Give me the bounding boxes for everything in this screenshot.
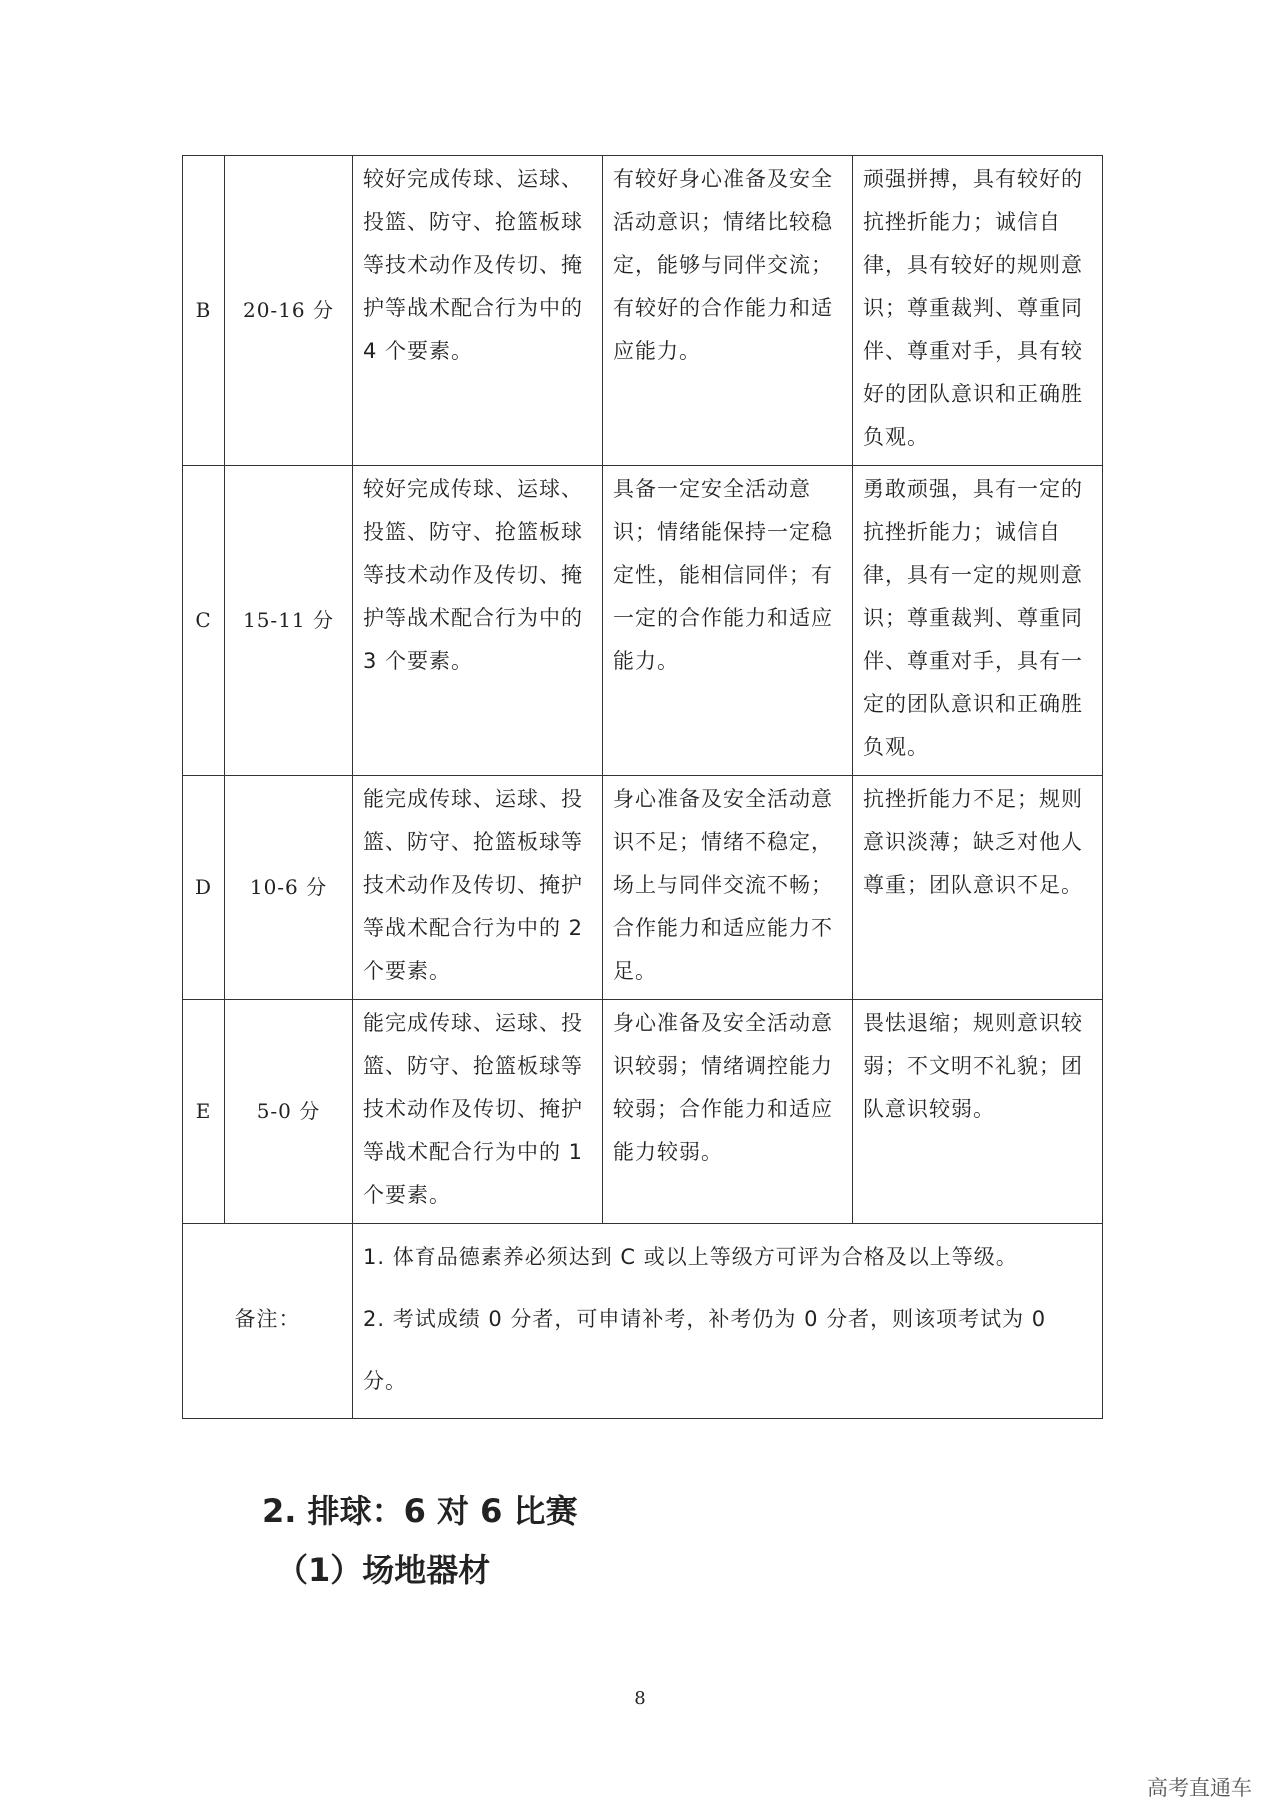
- moral-cell: 抗挫折能力不足；规则意识淡薄；缺乏对他人尊重；团队意识不足。: [853, 776, 1103, 1000]
- level-cell: D: [183, 776, 225, 1000]
- score-cell: 5-0 分: [225, 1000, 353, 1224]
- notes-cell: [353, 1224, 1103, 1419]
- moral-cell: 畏怯退缩；规则意识较弱；不文明不礼貌；团队意识较弱。: [853, 1000, 1103, 1224]
- level-cell: B: [183, 156, 225, 466]
- level-cell: C: [183, 466, 225, 776]
- table-row-d: [183, 776, 1103, 1000]
- table-row-b: [183, 156, 1103, 466]
- mind-cell: 具备一定安全活动意识；情绪能保持一定稳定性，能相信同伴；有一定的合作能力和适应能力。: [603, 466, 853, 776]
- mind-cell: 身心准备及安全活动意识较弱；情绪调控能力较弱；合作能力和适应能力较弱。: [603, 1000, 853, 1224]
- table-row-notes: [183, 1224, 1103, 1419]
- table-row-c: [183, 466, 1103, 776]
- moral-cell: 勇敢顽强，具有一定的抗挫折能力；诚信自律，具有一定的规则意识；尊重裁判、尊重同伴、尊重对手，具有一定的团队意识和正确胜负观。: [853, 466, 1103, 776]
- skill-cell: 能完成传球、运球、投篮、防守、抢篮板球等技术动作及传切、掩护等战术配合行为中的 1 个要素。: [353, 1000, 603, 1224]
- skill-cell: 较好完成传球、运球、投篮、防守、抢篮板球等技术动作及传切、掩护等战术配合行为中的 4 个要素。: [353, 156, 603, 466]
- skill-cell: 较好完成传球、运球、投篮、防守、抢篮板球等技术动作及传切、掩护等战术配合行为中的 3 个要素。: [353, 466, 603, 776]
- table-row-e: [183, 1000, 1103, 1224]
- level-cell: E: [183, 1000, 225, 1224]
- watermark: 高考直通车: [1147, 1776, 1252, 1800]
- note-item: 2. 考试成绩 0 分者，可申请补考，补考仍为 0 分者，则该项考试为 0 分。: [363, 1307, 1047, 1393]
- skill-cell: 能完成传球、运球、投篮、防守、抢篮板球等技术动作及传切、掩护等战术配合行为中的 2 个要素。: [353, 776, 603, 1000]
- score-cell: 20-16 分: [225, 156, 353, 466]
- subsection-heading: （1）场地器材: [276, 1551, 491, 1589]
- notes-label: 备注：: [183, 1224, 353, 1419]
- score-cell: 15-11 分: [225, 466, 353, 776]
- page-number: 8: [634, 1688, 646, 1709]
- mind-cell: 有较好身心准备及安全活动意识；情绪比较稳定，能够与同伴交流；有较好的合作能力和适应能力。: [603, 156, 853, 466]
- score-cell: 10-6 分: [225, 776, 353, 1000]
- grading-table: [182, 155, 1103, 1419]
- note-item: 1. 体育品德素养必须达到 C 或以上等级方可评为合格及以上等级。: [363, 1245, 1018, 1269]
- mind-cell: 身心准备及安全活动意识不足；情绪不稳定，场上与同伴交流不畅；合作能力和适应能力不足。: [603, 776, 853, 1000]
- section-heading: 2. 排球：6 对 6 比赛: [262, 1492, 578, 1530]
- moral-cell: 顽强拼搏，具有较好的抗挫折能力；诚信自律，具有较好的规则意识；尊重裁判、尊重同伴、尊重对手，具有较好的团队意识和正确胜负观。: [853, 156, 1103, 466]
